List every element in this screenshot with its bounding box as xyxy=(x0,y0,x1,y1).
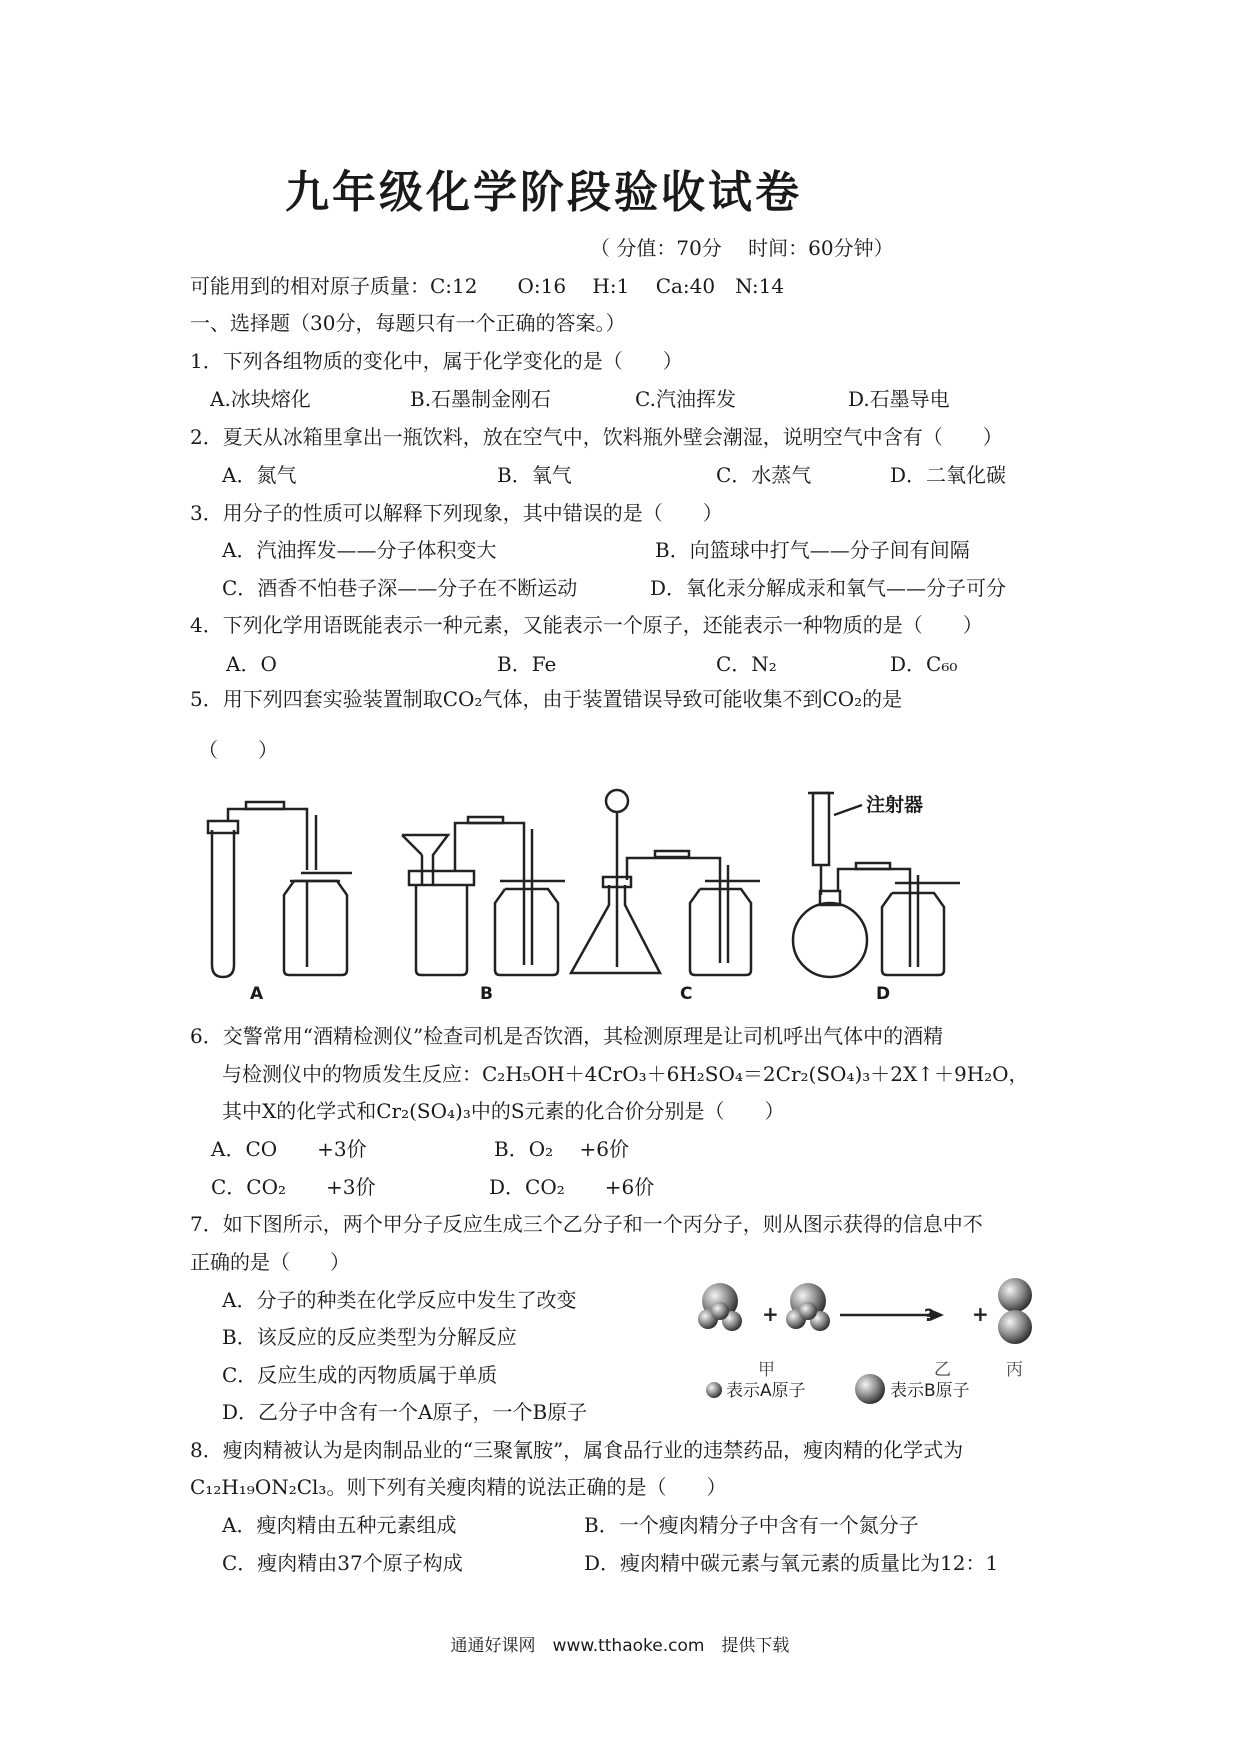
plus-symbol: + xyxy=(762,1302,779,1326)
q7-option-b: B．该反应的反应类型为分解反应 xyxy=(222,1325,517,1349)
q6-option-c: C．CO₂ +3价 xyxy=(211,1175,376,1199)
q7-option-d: D．乙分子中含有一个A原子，一个B原子 xyxy=(222,1400,588,1424)
q3-option-a: A．汽油挥发——分子体积变大 xyxy=(222,538,497,562)
q4-option-b: B．Fe xyxy=(497,652,557,676)
footer-download-note: 通通好课网 www.tthaoke.com 提供下载 xyxy=(450,1636,790,1656)
q1-option-b: B.石墨制金刚石 xyxy=(410,387,552,411)
apparatus-a xyxy=(208,802,352,977)
question-3-stem: 3．用分子的性质可以解释下列现象，其中错误的是（ ） xyxy=(190,501,723,525)
question-6-stem-line2: 与检测仪中的物质发生反应：C₂H₅OH＋4CrO₃＋6H₂SO₄＝2Cr₂(SO₄)₃＋2X↑＋9H₂O， xyxy=(222,1062,1029,1086)
q1-option-c: C.汽油挥发 xyxy=(635,387,736,411)
unknown-product-mark: ? xyxy=(924,1306,934,1326)
figure-label-c: C xyxy=(680,984,693,1004)
question-4-stem: 4．下列化学用语既能表示一种元素，又能表示一个原子，还能表示一种物质的是（ ） xyxy=(190,613,983,637)
q7-option-a: A．分子的种类在化学反应中发生了改变 xyxy=(222,1288,577,1312)
figure-label-a: A xyxy=(250,984,264,1004)
question-7-stem-line1: 7．如下图所示，两个甲分子反应生成三个乙分子和一个丙分子，则从图示获得的信息中不 xyxy=(190,1212,983,1236)
q2-option-b: B．氧气 xyxy=(497,463,572,487)
question-5-stem: 5．用下列四套实验装置制取CO₂气体，由于装置错误导致可能收集不到CO₂的是 xyxy=(190,687,903,711)
question-1-stem: 1．下列各组物质的变化中，属于化学变化的是（ ） xyxy=(190,349,683,373)
q6-option-d: D．CO₂ +6价 xyxy=(489,1175,655,1199)
q1-option-a: A.冰块熔化 xyxy=(210,387,311,411)
apparatus-c xyxy=(571,790,760,975)
question-8-stem-line2: C₁₂H₁₉ON₂Cl₃。则下列有关瘦肉精的说法正确的是（ ） xyxy=(190,1475,727,1499)
q3-option-b: B．向篮球中打气——分子间有间隔 xyxy=(655,538,970,562)
legend-atom-a: 表示A原子 xyxy=(726,1381,806,1401)
molecule-jia-1 xyxy=(698,1283,742,1331)
atom-a-legend-icon xyxy=(706,1382,722,1398)
q2-option-c: C．水蒸气 xyxy=(716,463,812,487)
q8-option-b: B．一个瘦肉精分子中含有一个氮分子 xyxy=(584,1513,919,1537)
figure-label-b: B xyxy=(480,984,493,1004)
molecule-bing xyxy=(998,1278,1032,1344)
plus-symbol-2: + xyxy=(972,1302,989,1326)
section-heading: 一、选择题（30分，每题只有一个正确的答案。） xyxy=(190,311,626,335)
label-jia: 甲 xyxy=(758,1360,775,1380)
question-5-blank: （ ） xyxy=(198,738,278,762)
question-6-stem-line1: 6．交警常用“酒精检测仪”检查司机是否饮酒，其检测原理是让司机呼出气体中的酒精 xyxy=(190,1024,944,1048)
molecule-jia-2 xyxy=(786,1283,830,1331)
legend-atom-b: 表示B原子 xyxy=(890,1381,970,1401)
reaction-diagram xyxy=(690,1265,1050,1415)
apparatus-d xyxy=(793,793,960,977)
syringe-callout: 注射器 xyxy=(866,794,924,816)
q2-option-a: A．氮气 xyxy=(222,463,297,487)
question-8-stem-line1: 8．瘦肉精被认为是肉制品业的“三聚氰胺”，属食品行业的违禁药品，瘦肉精的化学式为 xyxy=(190,1438,964,1462)
figure-label-d: D xyxy=(876,984,891,1004)
apparatus-b xyxy=(402,817,565,975)
exam-info: （ 分值：70分 时间：60分钟） xyxy=(590,236,894,260)
q8-option-d: D．瘦肉精中碳元素与氧元素的质量比为12：1 xyxy=(584,1551,999,1575)
question-6-stem-line3: 其中X的化学式和Cr₂(SO₄)₃中的S元素的化合价分别是（ ） xyxy=(222,1099,785,1123)
question-2-stem: 2．夏天从冰箱里拿出一瓶饮料，放在空气中，饮料瓶外壁会潮湿，说明空气中含有（ ） xyxy=(190,425,1003,449)
q3-option-c: C．酒香不怕巷子深——分子在不断运动 xyxy=(222,576,578,600)
q7-option-c: C．反应生成的丙物质属于单质 xyxy=(222,1363,498,1387)
exam-title: 九年级化学阶段验收试卷 xyxy=(285,167,802,218)
q4-option-d: D．C₆₀ xyxy=(890,652,958,676)
atomic-masses: 可能用到的相对原子质量：C:12 O:16 H:1 Ca:40 N:14 xyxy=(190,274,785,298)
q6-option-a: A．CO +3价 xyxy=(211,1137,367,1161)
q2-option-d: D．二氧化碳 xyxy=(890,463,1007,487)
label-bing: 丙 xyxy=(1006,1360,1023,1380)
q4-option-c: C．N₂ xyxy=(716,652,777,676)
q4-option-a: A．O xyxy=(226,652,277,676)
question-7-stem-line2: 正确的是（ ） xyxy=(190,1250,350,1274)
q8-option-a: A．瘦肉精由五种元素组成 xyxy=(222,1513,457,1537)
q8-option-c: C．瘦肉精由37个原子构成 xyxy=(222,1551,463,1575)
atom-b-legend-icon xyxy=(855,1374,885,1404)
co2-apparatus-figure xyxy=(190,785,990,1005)
q1-option-d: D.石墨导电 xyxy=(848,387,950,411)
q3-option-d: D．氧化汞分解成汞和氧气——分子可分 xyxy=(650,576,1007,600)
q6-option-b: B．O₂ +6价 xyxy=(494,1137,629,1161)
label-yi: 乙 xyxy=(934,1360,951,1380)
